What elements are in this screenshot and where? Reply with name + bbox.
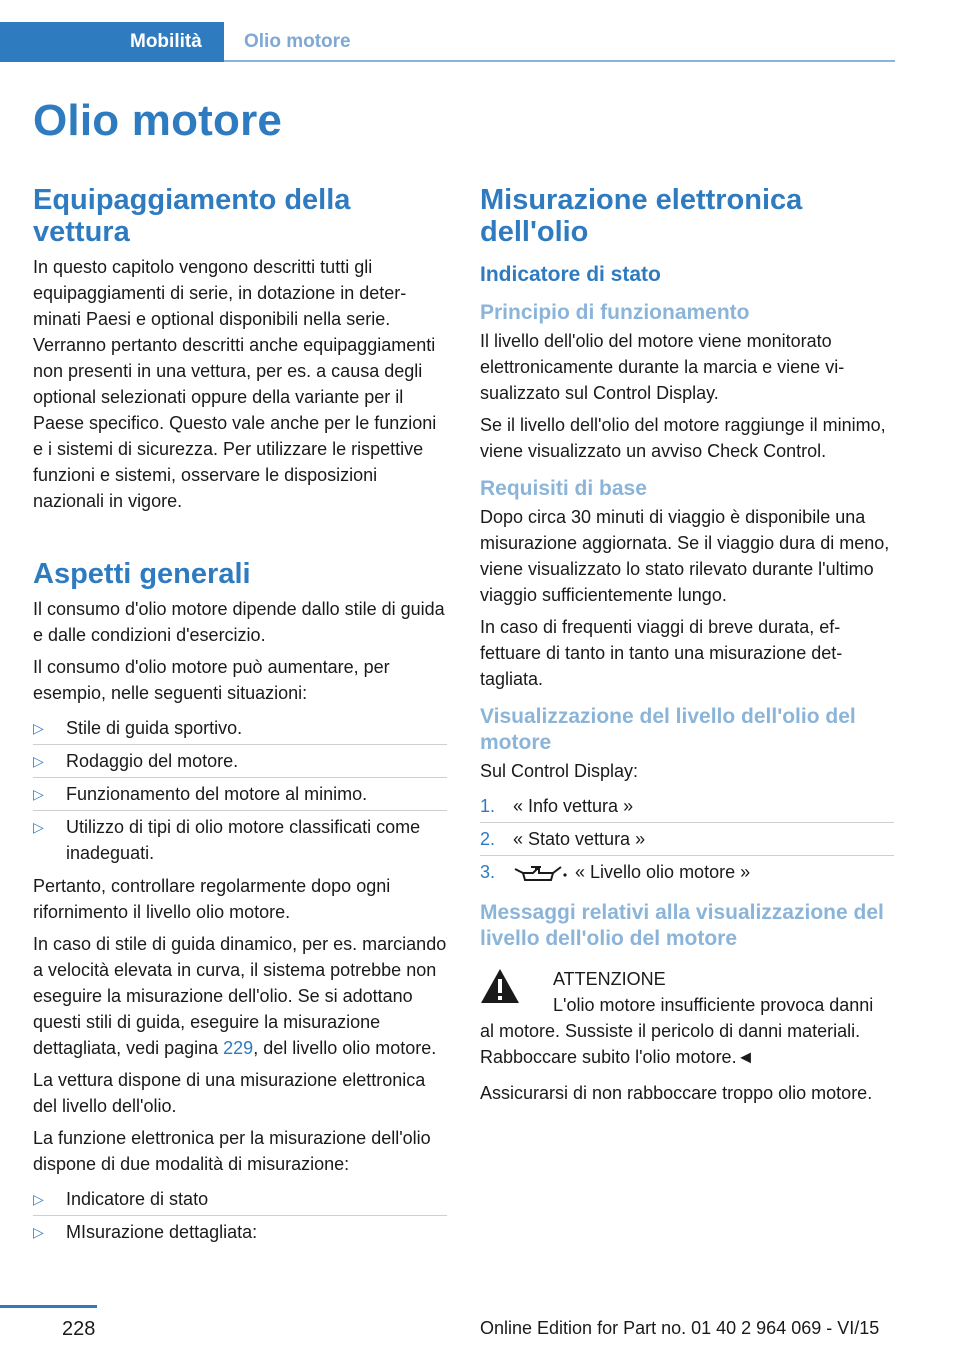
- footer-accent-line: [0, 1305, 97, 1308]
- list-item: [33, 1216, 447, 1248]
- triangle-bullet-icon: ▷: [33, 753, 44, 769]
- header-tabbar: [0, 22, 895, 62]
- tab-olio-motore[interactable]: Olio motore: [244, 31, 351, 52]
- paragraph-equipaggiamento: In questo capitolo vengono descritti tutti gli equipaggiamenti di serie, in dotazione in determinati Paesi e optional disponibili nella serie. Verranno pertanto descritti anche equipaggiamenti non presenti in una vettura, per es. a causa degli optional selezionati oppure della variante per il Paese specifico. Questo vale anche per le funzioni e i sistemi di sicurezza. Per utilizzare le rispettive funzioni e sistemi, osservare le disposizioni nazionali in vigore.: [33, 257, 437, 511]
- list-item: [33, 745, 447, 778]
- page-link-229[interactable]: 229: [223, 1038, 254, 1058]
- edition-footer: Online Edition for Part no. 01 40 2 964 069 - VI/15: [480, 1318, 880, 1338]
- list-item-text: Indicatore di stato: [66, 1189, 209, 1209]
- list-item: [33, 1183, 447, 1216]
- step-item: [480, 856, 894, 888]
- right-column: [480, 184, 894, 1112]
- paragraph-misurazione-elettronica: La vettura dispone di una misurazione elettronica del livello dell'olio.: [33, 1070, 426, 1116]
- step-number: 2.: [480, 829, 496, 849]
- paragraph-control-display: Sul Control Display:: [480, 761, 639, 781]
- step-number: 3.: [480, 862, 496, 882]
- paragraph-controllare: Pertanto, controllare regolarmente dopo ogni rifornimento il livello olio motore.: [33, 876, 391, 922]
- step-text: « Livello olio motore »: [575, 862, 751, 882]
- heading-requisiti: Requisiti di base: [480, 477, 647, 500]
- steps-list: [480, 790, 894, 888]
- tab-mobilita[interactable]: Mobilità: [0, 22, 224, 62]
- section-title-equipaggiamento: Equipaggiamento della vettura: [33, 184, 351, 248]
- list-modalita: [33, 1183, 447, 1248]
- triangle-bullet-icon: ▷: [33, 720, 44, 736]
- paragraph-modalita: La funzione elettronica per la misurazione dell'olio dispone di due modalità di misurazione:: [33, 1128, 431, 1174]
- section-title-misurazione: Misurazione elettronica dell'olio: [480, 184, 803, 248]
- paragraph-text: In caso di stile di guida dinamico, per es. marciando a velocità elevata in curva, il sistema potrebbe non eseguire la misurazione dell'olio. Se si adottano questi stili di guida, eseguire la misurazione dettagliata, vedi pagina: [33, 934, 447, 1058]
- paragraph-requisiti-2: In caso di frequenti viaggi di breve durata, effettuare di tanto in tanto una misurazione dettagliata.: [480, 617, 843, 689]
- step-text: « Info vettura »: [513, 796, 634, 816]
- list-situazioni: [33, 712, 447, 869]
- heading-messaggi: Messaggi relativi alla visualizzazione del livello dell'olio del motore: [480, 901, 884, 950]
- triangle-bullet-icon: ▷: [33, 1224, 44, 1240]
- triangle-bullet-icon: ▷: [33, 786, 44, 802]
- list-item-text: MIsurazione dettagliata:: [66, 1222, 258, 1242]
- paragraph-principio-1: Il livello dell'olio del motore viene monitorato elettronicamente durante la marcia e viene visualizzato sul Control Display.: [480, 331, 845, 403]
- page-number: 228: [62, 1318, 96, 1340]
- heading-visualizzazione: Visualizzazione del livello dell'olio del motore: [480, 705, 856, 754]
- list-item: [33, 712, 447, 745]
- warning-text: al motore. Sussiste il pericolo di danni materiali. Rabboccare subito l'olio motore.◄: [480, 1021, 861, 1067]
- list-item-text: Stile di guida sportivo.: [66, 718, 243, 738]
- triangle-bullet-icon: ▷: [33, 819, 44, 835]
- list-item-text: Funzionamento del motore al minimo.: [66, 784, 368, 804]
- list-item: [33, 778, 447, 811]
- list-item: [33, 811, 447, 869]
- paragraph-stile-dinamico: [33, 931, 447, 1061]
- warning-title: ATTENZIONE: [553, 969, 666, 989]
- warning-triangle-icon: [480, 968, 520, 1004]
- paragraph-consumo: Il consumo d'olio motore dipende dallo stile di guida e dalle condizioni d'esercizio.: [33, 599, 445, 645]
- triangle-bullet-icon: ▷: [33, 1191, 44, 1207]
- list-item-text: Rodaggio del motore.: [66, 751, 239, 771]
- paragraph-situazioni: Il consumo d'olio motore può aumentare, per esempio, nelle seguenti situazioni:: [33, 657, 390, 703]
- paragraph-rabboccare: Assicurarsi di non rabboccare troppo olio motore.: [480, 1083, 873, 1103]
- paragraph-text: , del livello olio motore.: [253, 1038, 437, 1058]
- section-title-aspetti-generali: Aspetti generali: [33, 558, 251, 590]
- paragraph-requisiti-1: Dopo circa 30 minuti di viaggio è disponibile una misurazione aggiornata. Se il viaggio dura di meno, viene visualizzato lo stato rilevato durante l'ultimo viaggio sufficientemente lungo.: [480, 507, 890, 605]
- step-item: [480, 790, 894, 823]
- warning-box: [480, 966, 894, 1070]
- subsection-indicatore-stato: Indicatore di stato: [480, 263, 661, 286]
- step-number: 1.: [480, 796, 496, 816]
- step-item: [480, 823, 894, 856]
- heading-principio: Principio di funzionamento: [480, 301, 750, 324]
- list-item-text: Utilizzo di tipi di olio motore classificati come inadeguati.: [66, 817, 421, 863]
- oil-can-icon: [513, 863, 569, 883]
- step-text: « Stato vettura »: [513, 829, 646, 849]
- paragraph-principio-2: Se il livello dell'olio del motore raggiunge il minimo, viene visualizzato un avviso Check Control.: [480, 415, 886, 461]
- left-column: [33, 184, 447, 1252]
- page-title: Olio motore: [33, 96, 283, 145]
- warning-first-line: L'olio motore insufficiente provoca danni: [553, 995, 874, 1015]
